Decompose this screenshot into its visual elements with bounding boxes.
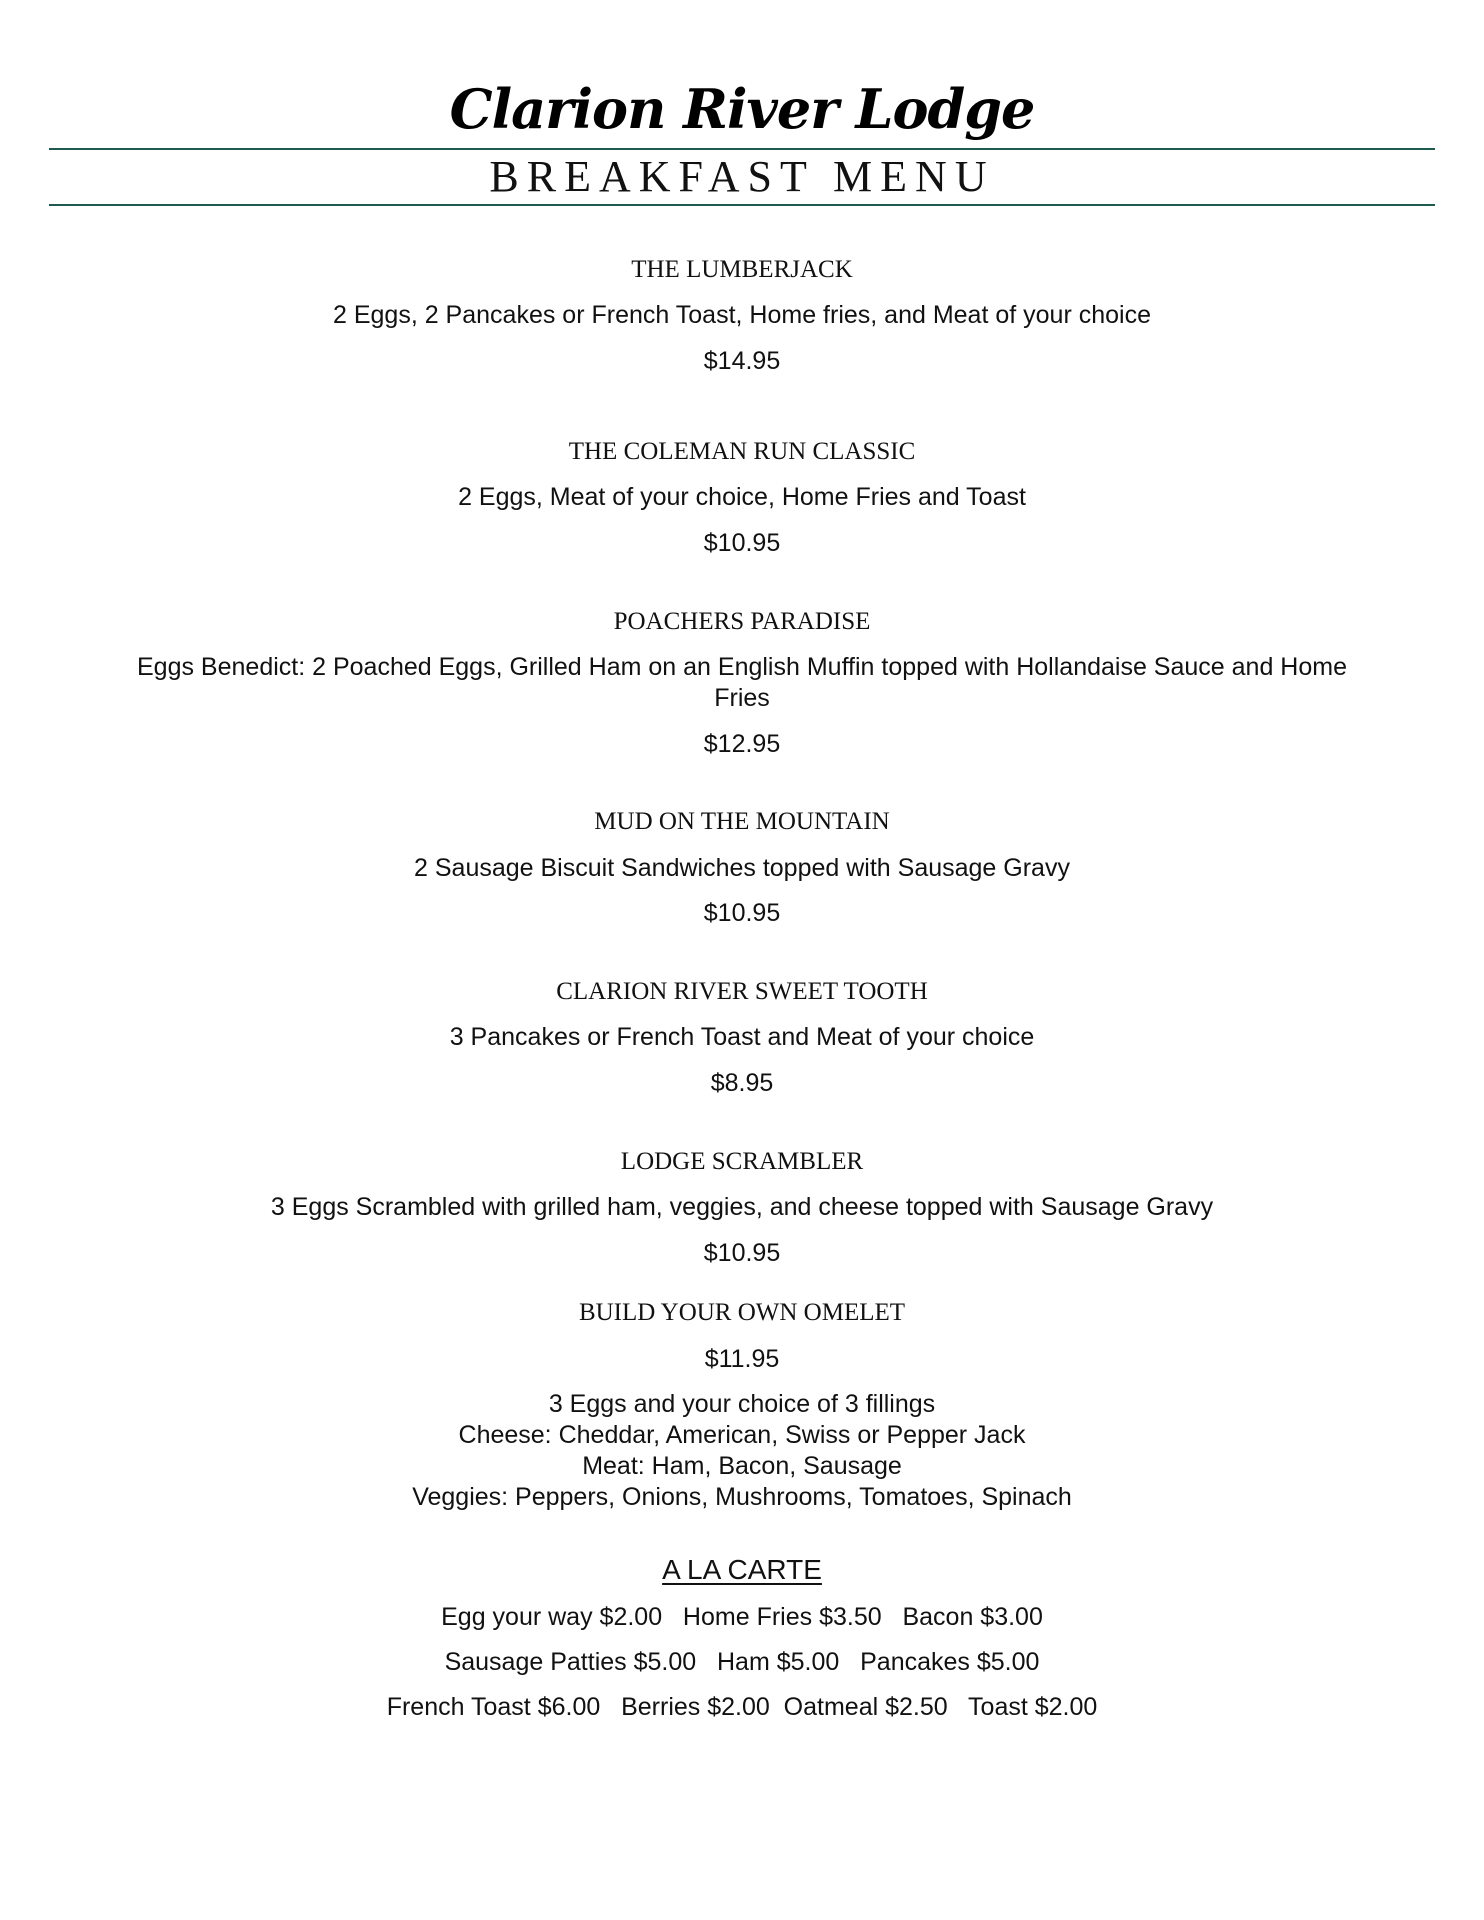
menu-item-price: $14.95 (703, 347, 781, 375)
a-la-carte-row: French Toast $6.00 Berries $2.00 Oatmeal $2.50 Toast $2.00 (386, 1693, 1098, 1721)
menu-item-price: $8.95 (710, 1069, 774, 1097)
menu-item-description: 3 Pancakes or French Toast and Meat of your choice (449, 1023, 1035, 1051)
menu-item-description: 2 Eggs, Meat of your choice, Home Fries and Toast (458, 483, 1026, 511)
menu-item-description-continued: Fries (714, 684, 770, 712)
menu-item-name: THE LUMBERJACK (631, 256, 853, 283)
omelet-meat-options: Meat: Ham, Bacon, Sausage (582, 1452, 902, 1480)
menu-item-price: $11.95 (704, 1345, 780, 1373)
menu-title: BREAKFAST MENU (489, 152, 995, 201)
a-la-carte-row: Sausage Patties $5.00 Ham $5.00 Pancakes $5.00 (444, 1648, 1040, 1676)
menu-item-description: Eggs Benedict: 2 Poached Eggs, Grilled Ham on an English Muffin topped with Hollandaise Sauce and Home (137, 653, 1347, 681)
menu-item-name: LODGE SCRAMBLER (620, 1148, 864, 1175)
menu-item-price: $10.95 (703, 899, 781, 927)
menu-item-price: $10.95 (703, 1239, 781, 1267)
header-divider-top (49, 148, 1435, 150)
omelet-fillings-intro: 3 Eggs and your choice of 3 fillings (548, 1390, 936, 1418)
menu-item-description: 3 Eggs Scrambled with grilled ham, veggies, and cheese topped with Sausage Gravy (270, 1193, 1214, 1221)
menu-item-price: $12.95 (703, 730, 781, 758)
menu-item-description: 2 Sausage Biscuit Sandwiches topped with Sausage Gravy (414, 854, 1070, 882)
menu-item-name: BUILD YOUR OWN OMELET (578, 1299, 906, 1326)
menu-item-name: POACHERS PARADISE (613, 608, 871, 635)
omelet-veggie-options: Veggies: Peppers, Onions, Mushrooms, Tomatoes, Spinach (412, 1483, 1072, 1511)
omelet-cheese-options: Cheese: Cheddar, American, Swiss or Pepper Jack (458, 1421, 1026, 1449)
lodge-name: Clarion River Lodge (449, 77, 1035, 141)
menu-item-name: MUD ON THE MOUNTAIN (594, 808, 890, 835)
a-la-carte-heading: A LA CARTE (662, 1554, 822, 1585)
menu-item-description: 2 Eggs, 2 Pancakes or French Toast, Home fries, and Meat of your choice (332, 301, 1151, 329)
menu-item-name: THE COLEMAN RUN CLASSIC (568, 438, 916, 465)
header-divider-bottom (49, 204, 1435, 206)
a-la-carte-row: Egg your way $2.00 Home Fries $3.50 Bacon $3.00 (441, 1603, 1043, 1631)
menu-item-name: CLARION RIVER SWEET TOOTH (556, 978, 928, 1005)
menu-item-price: $10.95 (703, 529, 781, 557)
